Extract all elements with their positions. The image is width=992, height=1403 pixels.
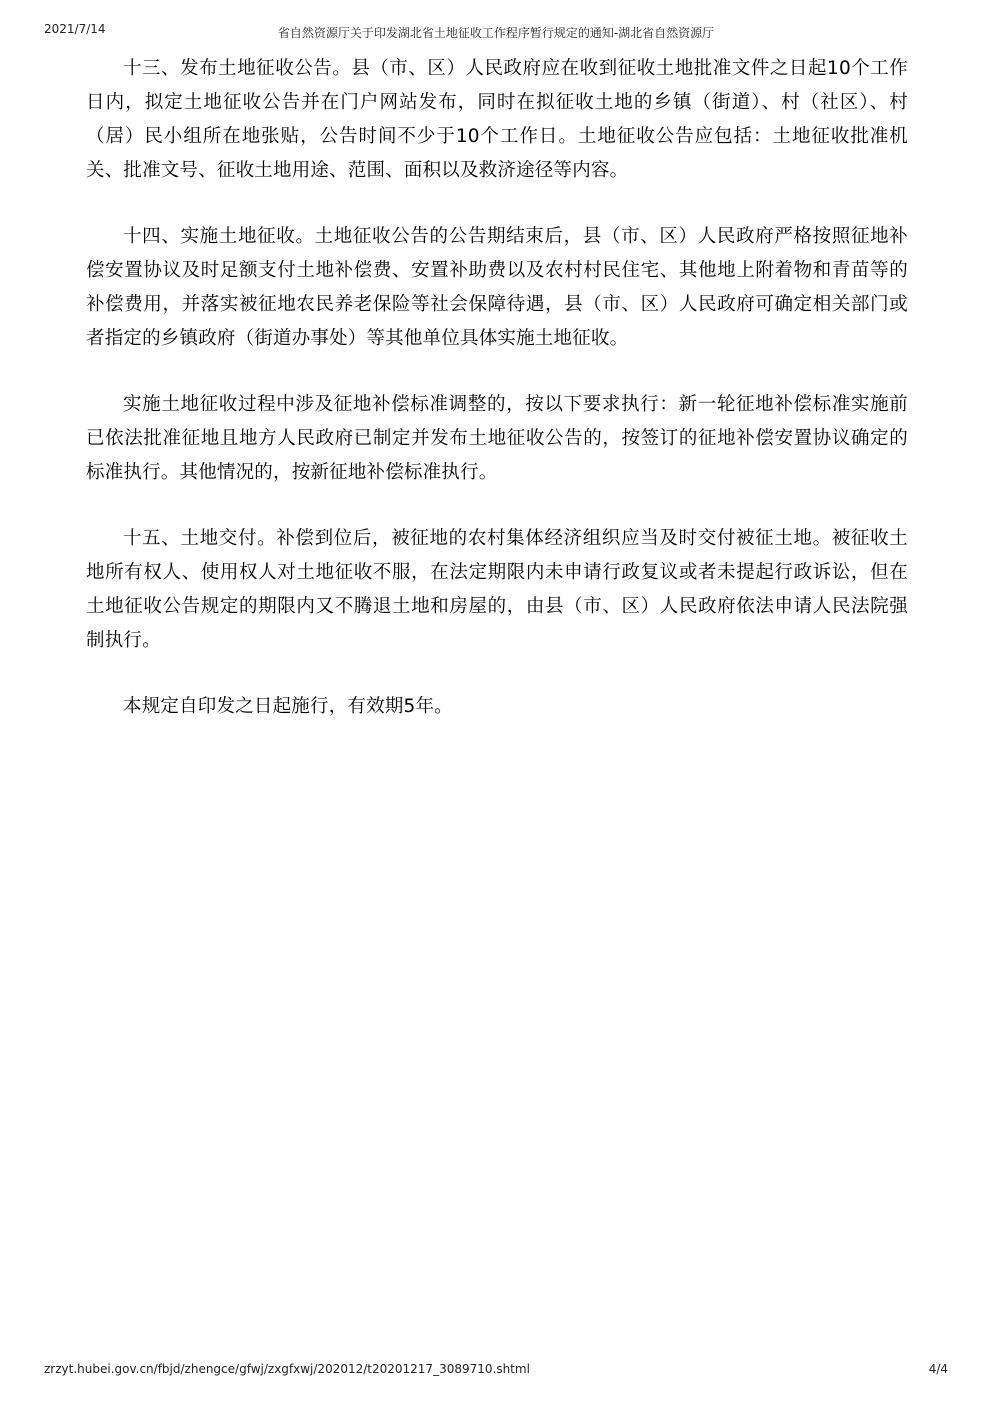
paragraph-13-announcement: 十三、发布土地征收公告。县（市、区）人民政府应在收到征收土地批准文件之日起10个工作日内，拟定土地征收公告并在门户网站发布，同时在拟征收土地的乡镇（街道）、村（社区）、村（居）民小组所在地张贴，公告时间不少于10个工作日。土地征收公告应包括：土地征收批准机关、批准文号、征收土地用途、范围、面积以及救济途径等内容。: [86, 58, 908, 181]
print-header: [0, 22, 992, 42]
paragraph-14-implementation: 十四、实施土地征收。土地征收公告的公告期结束后，县（市、区）人民政府严格按照征地补偿安置协议及时足额支付土地补偿费、安置补助费以及农村村民住宅、其他地上附着物和青苗等的补偿费用，并落实被征地农民养老保险等社会保障待遇，县（市、区）人民政府可确定相关部门或者指定的乡镇政府（街道办事处）等其他单位具体实施土地征收。: [86, 226, 908, 349]
print-footer: [0, 1362, 992, 1382]
document-body: [86, 52, 908, 756]
page-number: 4/4: [928, 1362, 948, 1376]
paragraph-standard-adjustment: 实施土地征收过程中涉及征地补偿标准调整的，按以下要求执行：新一轮征地补偿标准实施前已依法批准征地且地方人民政府已制定并发布土地征收公告的，按签订的征地补偿安置协议确定的标准执行。其他情况的，按新征地补偿标准执行。: [86, 394, 908, 483]
paragraph-effective-date: 本规定自印发之日起施行，有效期5年。: [123, 696, 453, 717]
source-url: zrzyt.hubei.gov.cn/fbjd/zhengce/gfwj/zxgfxwj/202012/t20201217_3089710.shtml: [44, 1362, 530, 1376]
paragraph-15-land-delivery: 十五、土地交付。补偿到位后，被征地的农村集体经济组织应当及时交付被征土地。被征收土地所有权人、使用权人对土地征收不服，在法定期限内未申请行政复议或者未提起行政诉讼，但在土地征收公告规定的期限内又不腾退土地和房屋的，由县（市、区）人民政府依法申请人民法院强制执行。: [86, 528, 908, 651]
document-title: 省自然资源厅关于印发湖北省土地征收工作程序暂行规定的通知-湖北省自然资源厅: [277, 26, 715, 40]
print-date: 2021/7/14: [44, 22, 106, 36]
